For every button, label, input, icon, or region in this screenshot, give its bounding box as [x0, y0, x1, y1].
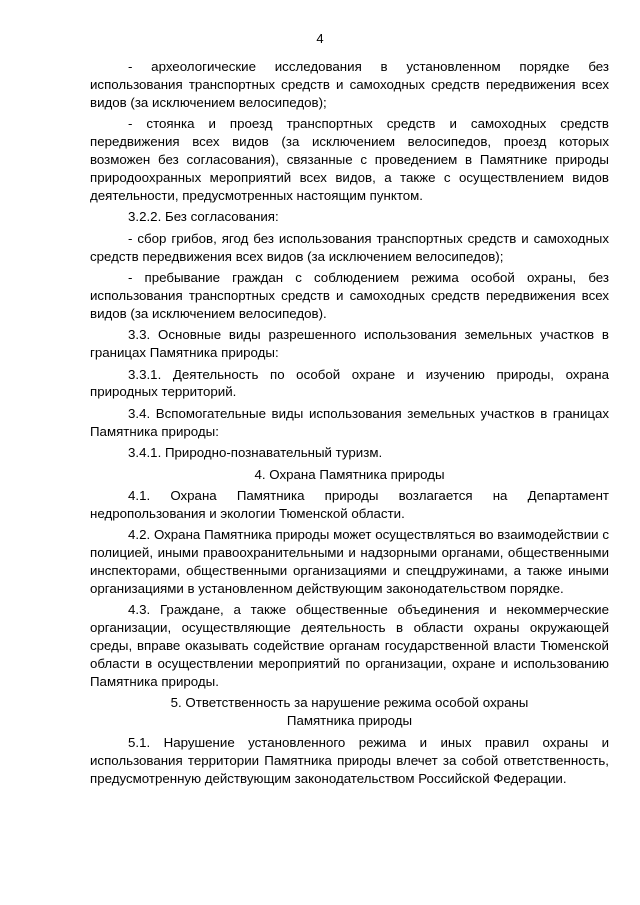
- paragraph-3-3: 3.3. Основные виды разрешенного использования земельных участков в границах Памятника природы:: [90, 327, 609, 361]
- paragraph-4-2: 4.2. Охрана Памятника природы может осуществляться во взаимодействии с полицией, иными правоохранительными и надзорными органами, общественными инспекторами, общественными организациями и спецдружинами, а также иными организациями в установленном действующим законодательством порядке.: [90, 527, 609, 596]
- section-heading-4: [90, 466, 609, 484]
- paragraph-archaeology: - археологические исследования в установленном порядке без использования транспортных средств и самоходных средств передвижения всех видов (за исключением велосипедов);: [90, 59, 609, 110]
- paragraph-3-2-2: 3.2.2. Без согласования:: [128, 209, 279, 225]
- paragraph-3-4: 3.4. Вспомогательные виды использования земельных участков в границах Памятника природы:: [90, 405, 609, 439]
- paragraph-citizens-presence: - пребывание граждан с соблюдением режима особой охраны, без использования транспортных средств и самоходных средств передвижения всех видов (за исключением велосипедов).: [90, 269, 609, 321]
- page-number: 4: [316, 31, 324, 46]
- section-heading-4-line: 4. Охрана Памятника природы: [254, 466, 445, 482]
- paragraph-4-3: 4.3. Граждане, а также общественные объединения и некоммерческие организации, осуществляющие деятельность в области охраны окружающей среды, вправе оказывать содействие органам государственной власти Тюменской области в осуществлении мероприятий по организации, охране и использованию Памятника природы.: [90, 602, 609, 689]
- document-body: [90, 58, 609, 791]
- section-heading-5: [90, 694, 609, 730]
- section-heading-5-line-2: Памятника природы: [286, 713, 413, 729]
- section-heading-5-line-1: 5. Ответственность за нарушение режима особой охраны: [170, 695, 529, 711]
- paragraph-3-4-1: 3.4.1. Природно-познавательный туризм.: [128, 445, 383, 461]
- paragraph-3-3-1: 3.3.1. Деятельность по особой охране и изучению природы, охрана природных территорий.: [90, 366, 609, 400]
- paragraph-5-1: 5.1. Нарушение установленного режима и иных правил охраны и использования территории Памятника природы влечет за собой ответственность, предусмотренную действующим законодательством Российской Федерации.: [90, 734, 609, 786]
- paragraph-parking-and-passage: - стоянка и проезд транспортных средств и самоходных средств передвижения всех видов (за исключением велосипедов, проезд которых возможен без согласования), связанные с проведением в Памятнике природы природоохранных мероприятий всех видов, а также с осуществлением видов деятельности, предусмотренных настоящим пунктом.: [90, 116, 609, 203]
- paragraph-mushrooms-berries: - сбор грибов, ягод без использования транспортных средств и самоходных средств передвижения всех видов (за исключением велосипедов);: [90, 230, 609, 264]
- paragraph-4-1: 4.1. Охрана Памятника природы возлагается на Департамент недропользования и экологии Тюменской области.: [90, 487, 609, 521]
